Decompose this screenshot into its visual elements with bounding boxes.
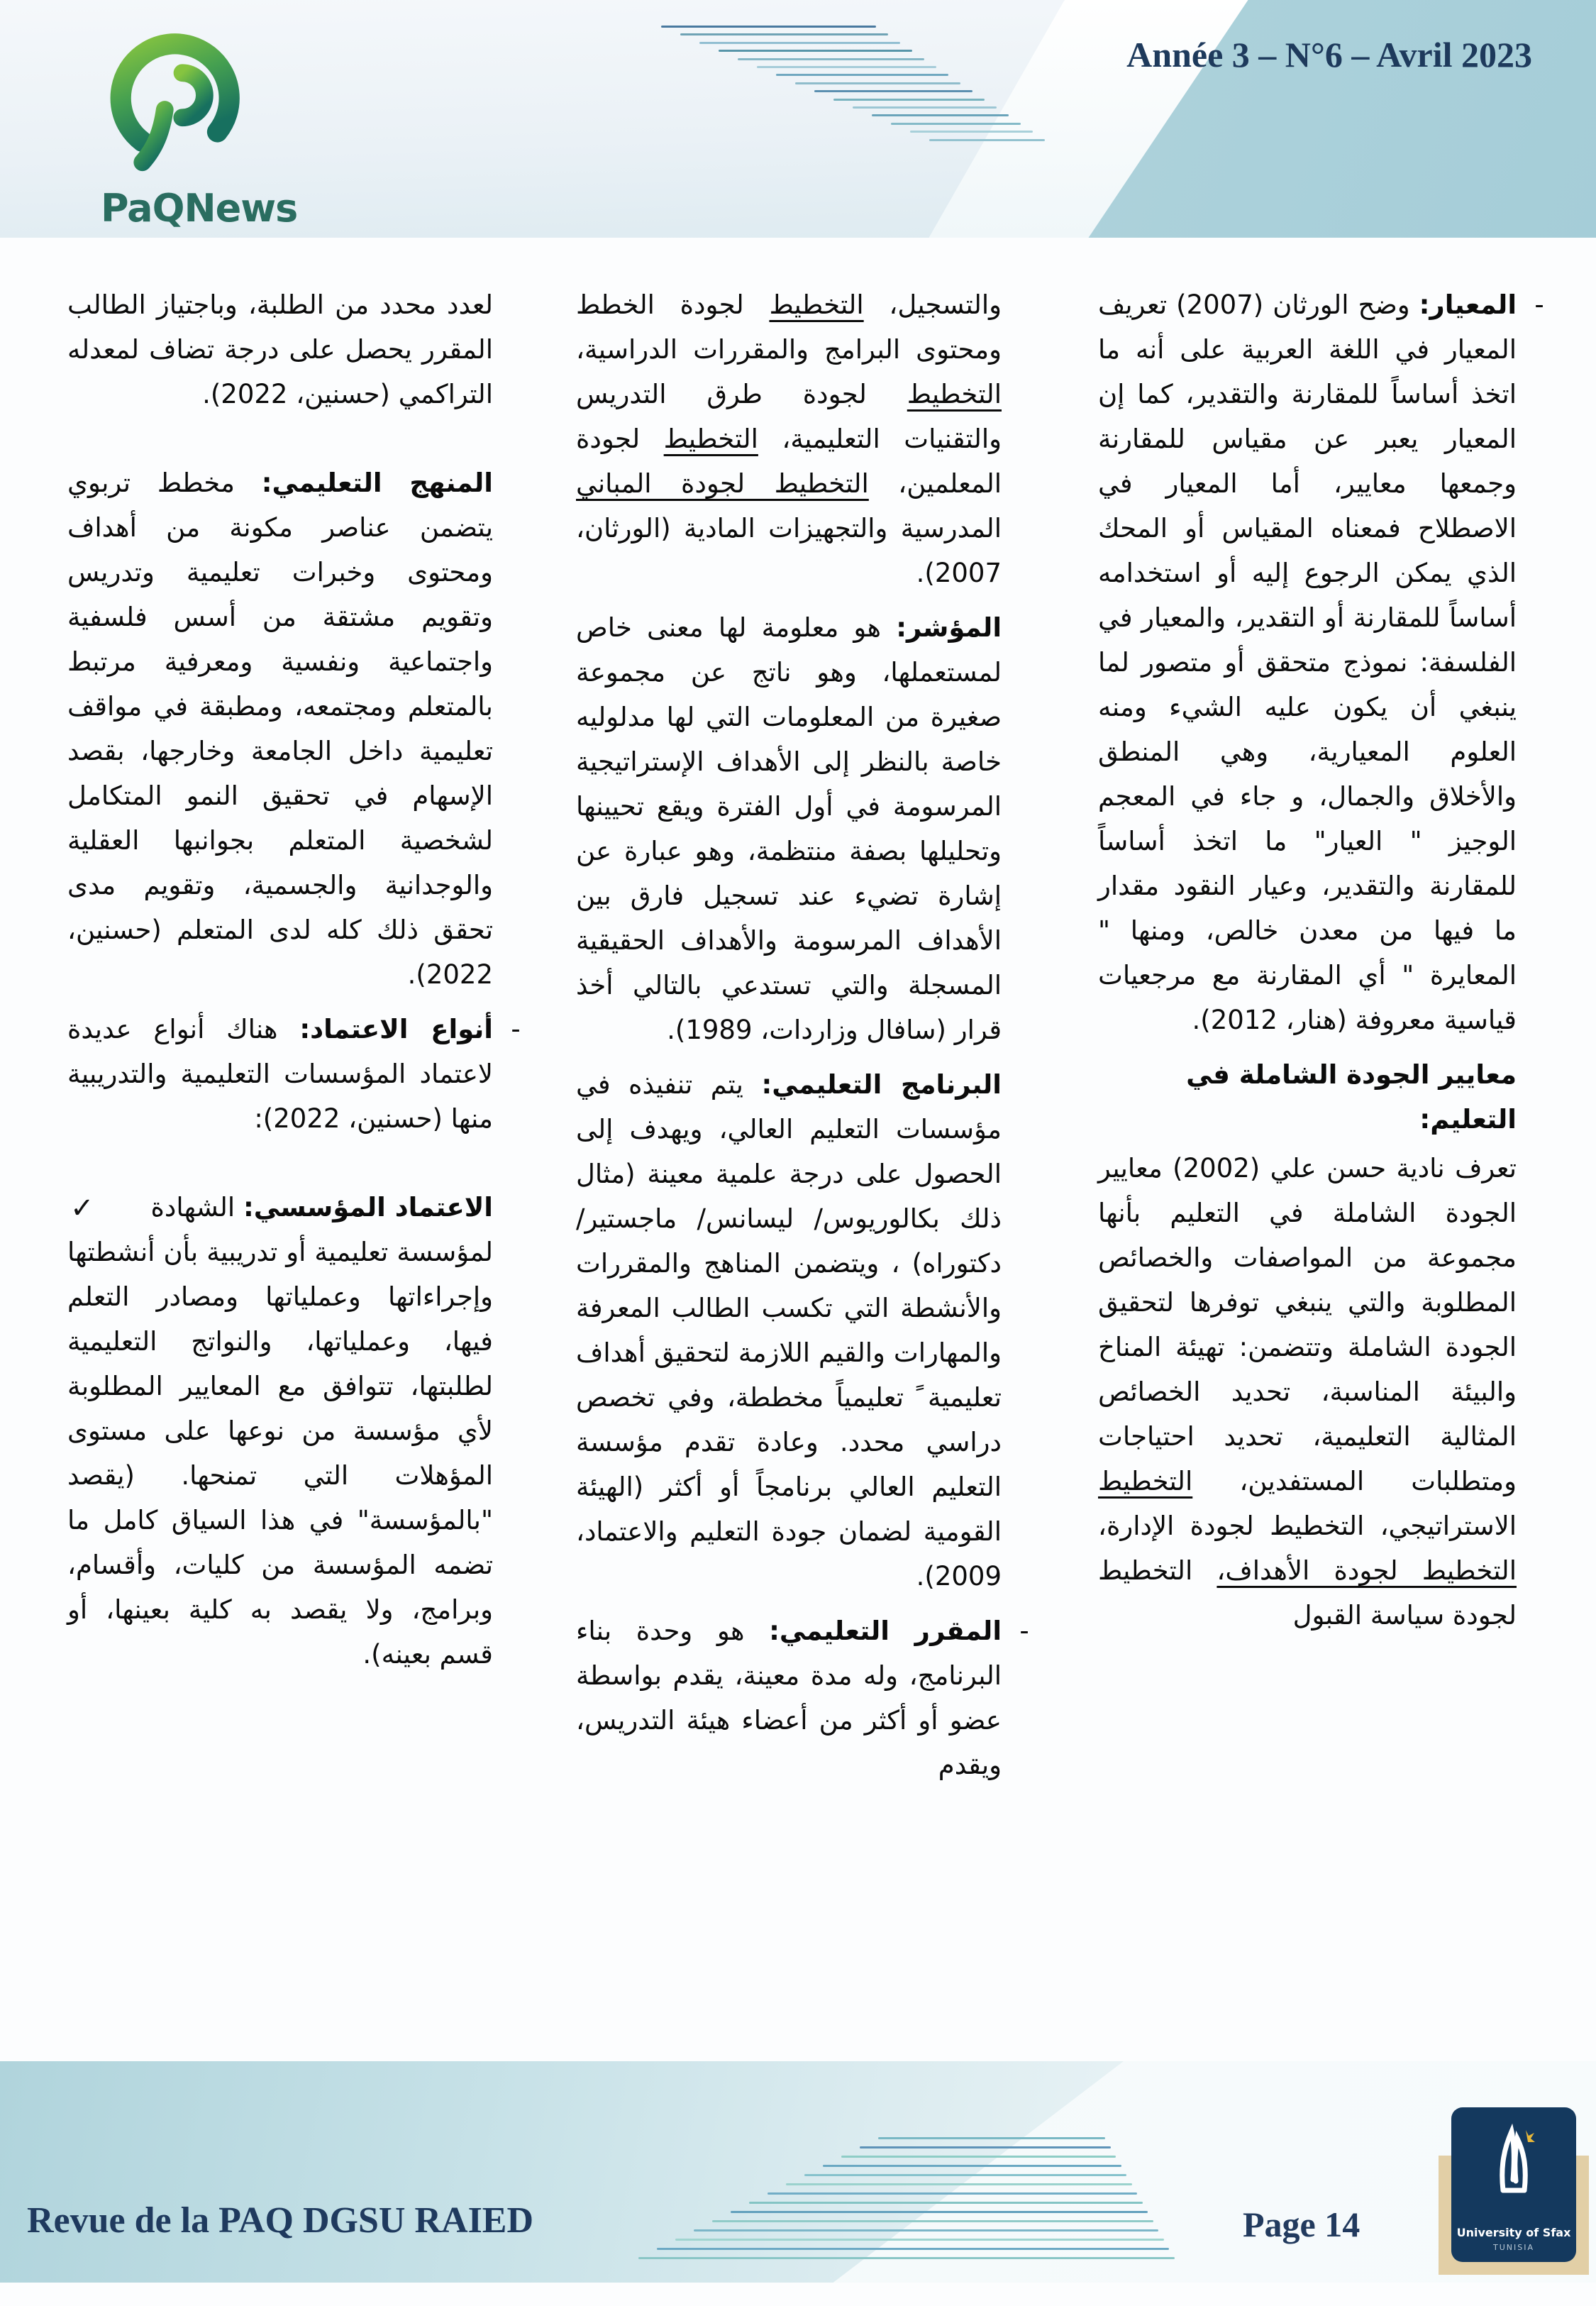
- paragraph: [67, 460, 493, 997]
- article-column-left: [67, 282, 521, 1687]
- decorative-line: [675, 2239, 1164, 2241]
- text-run: لجودة طرق التدريس والتقنيات التعليمية،: [576, 379, 1002, 454]
- list-item: [67, 1007, 521, 1141]
- decorative-line: [699, 42, 900, 44]
- decorative-line: [910, 131, 1033, 133]
- text-run: لجودة المعلمين،: [576, 424, 1002, 499]
- list-item: [1098, 282, 1544, 1042]
- check-item-body: [67, 1230, 493, 1677]
- text-run: مخطط تربوي يتضمن عناصر مكونة من أهداف ومحتوى وخبرات تعليمية وتدريس وتقويم مشتقة من أسس فلسفية واجتماعية ونفسية ومعرفية مرتبط بالمتعلم ومجتمعه، ومطبقة في مواقف تعليمية داخل الجامعة وخارجها، بقصد الإسهام في تحقيق النمو المتكامل لشخصية المتعلم بجوانبها العقلية والوجدانية والجسمية، وتقويم مدى تحقق ذلك كله لدى المتعلم (حسنين، 2022).: [67, 468, 493, 990]
- issue-label: Année 3 – N°6 – Avril 2023: [1126, 35, 1532, 75]
- decorative-line: [731, 2211, 1148, 2213]
- decorative-line: [694, 2229, 1158, 2231]
- decorative-line: [833, 99, 985, 101]
- text-run: المعيار:: [1419, 289, 1517, 320]
- decorative-line: [795, 82, 960, 84]
- text-run: التخطيط: [663, 424, 758, 454]
- text-run: البرنامج التعليمي:: [761, 1069, 1002, 1100]
- text-run: وضح الورثان (2007) تعريف المعيار في اللغة العربية على أنه ما اتخذ أساساً للمقارنة والتقدير، كما إن المعيار يعبر عن مقياس للمقارنة وجمعها معايير، أما المعيار في الاصطلاح فمعناه المقياس أو المحك الذي يمكن الرجوع إليه أو استخدامه أساساً للمقارنة أو التقدير، والمعيار في الفلسفة: نموذج متحقق أو متصور لما ينبغي أن يكون عليه الشيء ومنه العلوم المعيارية، وهي المنطق والأخلاق والجمال، و جاء في المعجم الوجيز " العيار" ما اتخذ أساساً للمقارنة والتقدير، وعيار النقود مقدار ما فيها من معدن خالص، ومنها " المعايرة " أي المقارنة مع مرجعيات قياسية معروفة (هنار، 2012).: [1098, 289, 1517, 1035]
- university-name: University of Sfax: [1456, 2226, 1571, 2239]
- article-column-right: [1098, 282, 1544, 1648]
- check-marker-icon: ✓: [70, 1192, 94, 1225]
- decorative-line: [841, 2156, 1116, 2158]
- paqnews-wordmark: PaQNews: [101, 186, 298, 231]
- decorative-line: [757, 66, 936, 68]
- text-run: المنهج التعليمي:: [261, 468, 493, 498]
- paqnews-logo-icon: [99, 18, 259, 182]
- decorative-line: [804, 2174, 1126, 2176]
- paragraph: [67, 282, 493, 416]
- decorative-line: [638, 2257, 1175, 2259]
- decorative-line: [738, 58, 924, 60]
- text-run: الاستراتيجي، التخطيط لجودة الإدارة،: [1098, 1511, 1517, 1541]
- page-number: Page 14: [1243, 2205, 1361, 2244]
- decorative-line: [786, 2183, 1132, 2185]
- dash-marker-icon: -: [1534, 289, 1544, 320]
- section-heading: [1098, 1052, 1517, 1142]
- paragraph: [576, 282, 1002, 595]
- text-run: أنواع الاعتماد:: [299, 1014, 493, 1044]
- paragraph: [1098, 1146, 1517, 1638]
- decorative-line: [776, 74, 948, 76]
- text-run: هناك أنواع عديدة لاعتماد المؤسسات التعليمية والتدريبية منها (حسنين، 2022):: [67, 1014, 493, 1134]
- list-item: [576, 1609, 1029, 1787]
- decorative-line: [680, 33, 888, 35]
- text-run: لمؤسسة تعليمية أو تدريبية بأن أنشطتها وإجراءاتها وعملياتها ومصادر التعلم فيها، وعملياتها، والنواتج التعليمية لطلبتها، تتوافق مع المعايير المطلوبة لأي مؤسسة من نوعها على مستوى المؤهلات التي تمنحها. (يقصد "بالمؤسسة" في هذا السياق كامل ما تضمه المؤسسة من كليات، وأقسام، وبرامج، ولا يقصد به كلية بعينها، أو قسم بعينه).: [67, 1237, 493, 1670]
- text-run: والتسجيل،: [863, 289, 1002, 320]
- text-run: لعدد محدد من الطلبة، وباجتياز الطالب المقرر يحصل على درجة تضاف لمعدله التراكمي (حسنين، 2022).: [67, 289, 493, 409]
- decorative-line: [929, 139, 1045, 141]
- paragraph: [576, 1062, 1002, 1599]
- text-run: التخطيط: [769, 289, 864, 320]
- decorative-line: [891, 123, 1021, 125]
- journal-title: Revue de la PAQ DGSU RAIED: [27, 2200, 534, 2241]
- text-run: هو وحدة بناء البرنامج، وله مدة معينة، يقدم بواسطة عضو أو أكثر من أعضاء هيئة التدريس، ويقدم: [576, 1616, 1002, 1780]
- text-run: الشهادة: [150, 1192, 243, 1223]
- text-run: الاعتماد المؤسسي:: [243, 1192, 493, 1223]
- text-run: المدرسية والتجهيزات المادية (الورثان، 2007).: [576, 513, 1002, 588]
- decorative-line: [719, 50, 912, 52]
- decorative-line: [661, 26, 876, 28]
- dash-marker-icon: -: [511, 1014, 521, 1044]
- decorative-line: [853, 106, 997, 109]
- text-run: هو معلومة لها معنى خاص لمستعملها، وهو ناتج عن مجموعة صغيرة من المعلومات التي لها مدلوليه خاصة بالنظر إلى الأهداف الإستراتيجية المرسومة في أول الفترة ويقع تحيينها وتحليلها بصفة منتظمة، وهو عبارة عن إشارة تضيء عند تسجيل فارق بين الأهداف المرسومة والأهداف الحقيقية المسجلة والتي تستدعي بالتالي أخذ قرار (سافال وزاردات، 1989).: [576, 612, 1002, 1045]
- text-run: التخطيط لجودة سياسة القبول: [1098, 1555, 1517, 1631]
- text-run: معايير الجودة الشاملة في التعليم:: [1186, 1059, 1517, 1135]
- check-item-lead-line: [67, 1185, 493, 1230]
- article-column-middle: [576, 282, 1029, 1797]
- check-list-item: [67, 1185, 493, 1677]
- university-flame-icon: [1482, 2123, 1546, 2201]
- text-run: التخطيط لجودة الأهداف،: [1217, 1555, 1517, 1586]
- text-run: يتم تنفيذه في مؤسسات التعليم العالي، ويهدف إلى الحصول على درجة علمية معينة (مثال ذلك بكالوريوس/ ليسانس/ ماجستير/ دكتوراه) ، ويتضمن المناهج والمقررات والأنشطة التي تكسب الطالب المعرفة والمهارات والقيم اللازمة لتحقيق أهداف تعليمية ً تعليمياً مخططة، وفي تخصص دراسي محدد. وعادة تقدم مؤسسة التعليم العالي برنامجاً أو أكثر (الهيئة القومية لضمان جودة التعليم والاعتماد، 2009).: [576, 1069, 1002, 1591]
- decorative-line: [878, 2137, 1105, 2139]
- dash-marker-icon: -: [1019, 1616, 1029, 1646]
- decorative-line: [749, 2202, 1143, 2204]
- decorative-line: [860, 2146, 1111, 2148]
- text-run: التخطيط لجودة المباني: [576, 468, 869, 499]
- decorative-line: [767, 2192, 1137, 2195]
- decorative-line: [872, 114, 1009, 116]
- text-run: المؤشر:: [896, 612, 1002, 643]
- text-run: المقرر التعليمي:: [769, 1616, 1002, 1646]
- university-country: TUNISIA: [1493, 2243, 1534, 2252]
- decorative-line: [657, 2248, 1169, 2250]
- paragraph: [576, 605, 1002, 1052]
- text-run: تعرف نادية حسن علي (2002) معايير الجودة الشاملة في التعليم بأنها مجموعة من المواصفات والخصائص المطلوبة والتي ينبغي توفرها لتحقيق الجودة الشاملة وتتضمن: تهيئة المناخ والبيئة المناسبة، تحديد الخصائص المثالية التعليمية، تحديد احتياجات ومتطلبات المستفدين،: [1098, 1153, 1517, 1496]
- text-run: التخطيط: [1098, 1466, 1193, 1496]
- university-of-sfax-logo: [1451, 2107, 1576, 2262]
- decorative-line: [814, 90, 972, 92]
- text-run: التخطيط: [907, 379, 1002, 409]
- decorative-line: [823, 2165, 1121, 2167]
- decorative-line: [712, 2220, 1153, 2222]
- text-run: لجودة الخطط ومحتوى البرامج والمقررات الدراسية،: [576, 289, 1002, 365]
